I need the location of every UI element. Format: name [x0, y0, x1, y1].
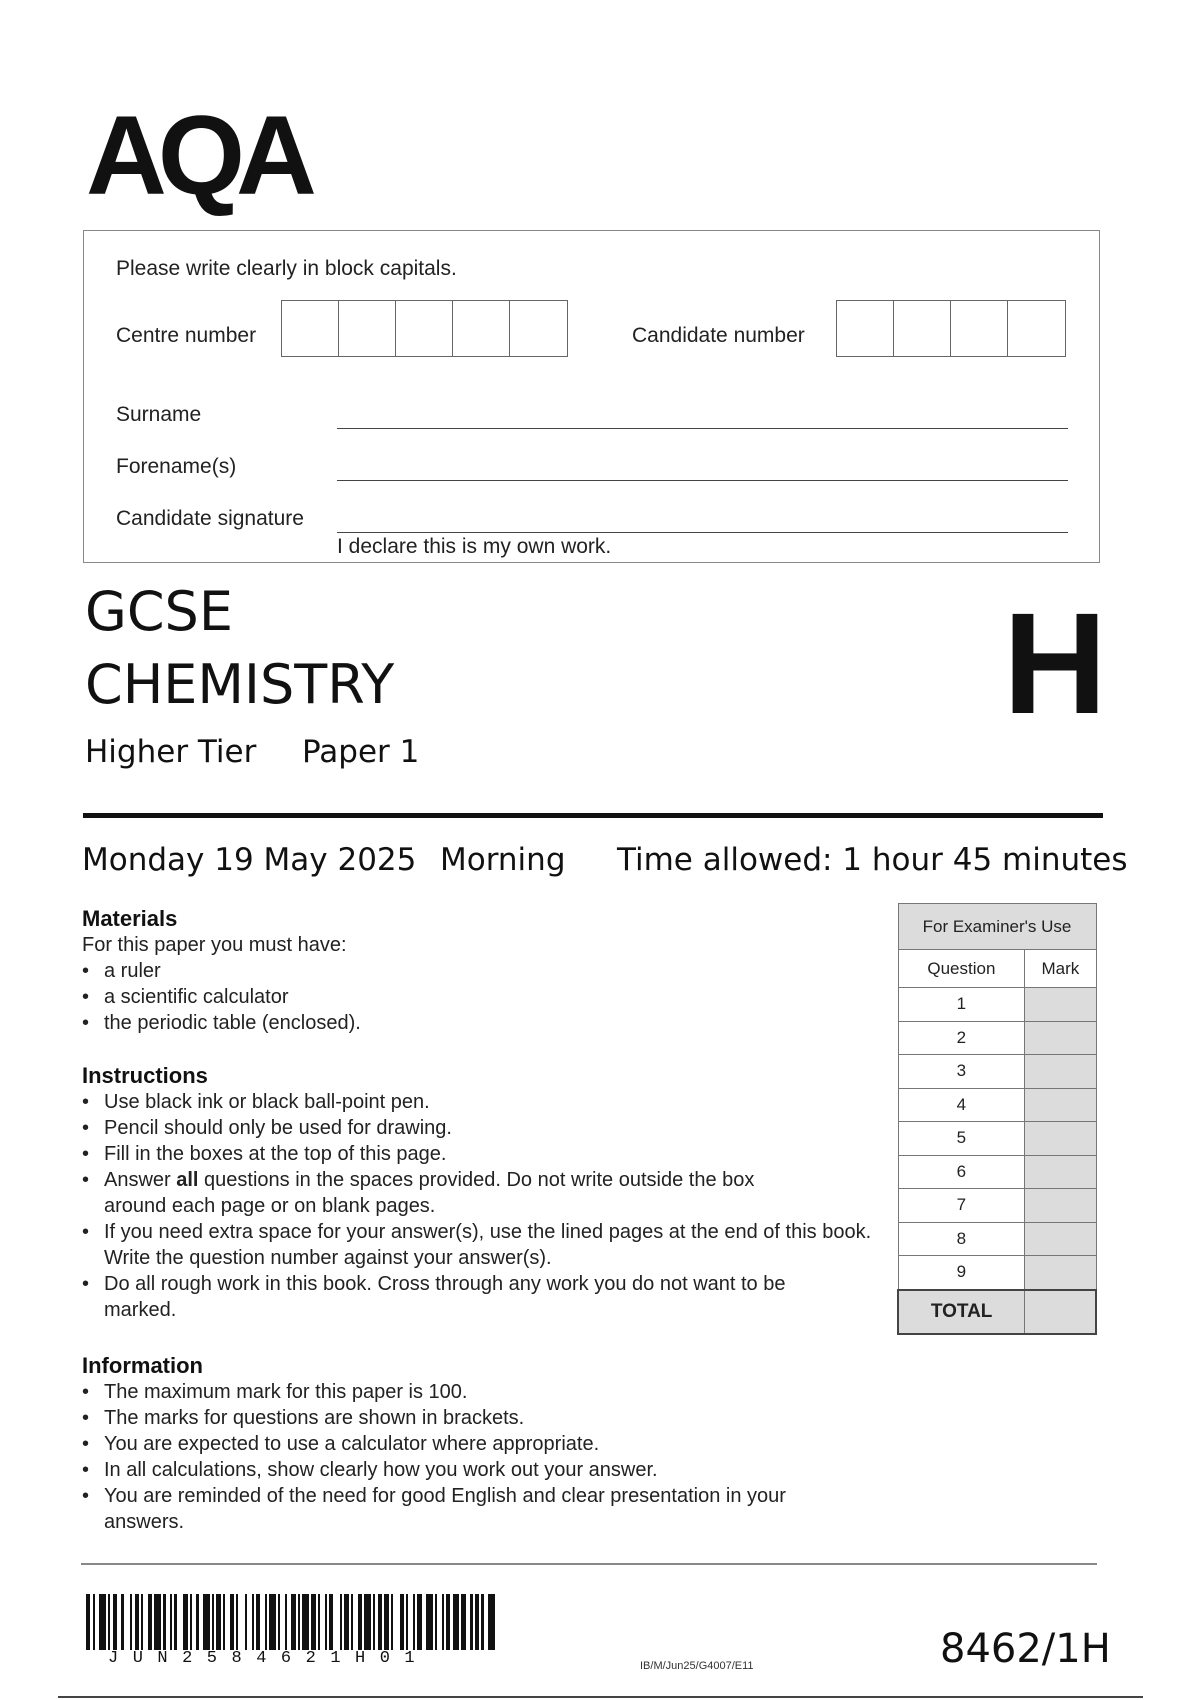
barcode-gap: [495, 1594, 497, 1650]
information-section: [82, 1353, 862, 1535]
surname-label: Surname: [116, 403, 202, 426]
list-item: • You are expected to use a calculator where appropriate.: [82, 1431, 862, 1457]
candidate-digit-box[interactable]: [894, 301, 951, 356]
mark-cell: [1025, 1222, 1096, 1256]
mark-cell: [1025, 1155, 1096, 1189]
barcode-gap: [238, 1594, 245, 1650]
list-item: • If you need extra space for your answer(s), use the lined pages at the end of this book. Write the question number against your answer(s).: [82, 1219, 894, 1271]
forenames-label: Forename(s): [116, 455, 237, 478]
exam-session: Morning: [440, 842, 566, 878]
tier-label: Higher Tier: [85, 734, 257, 770]
signature-label: Candidate signature: [116, 507, 304, 530]
header-divider: [83, 813, 1103, 818]
barcode-bar: [269, 1594, 276, 1650]
barcode-gap: [393, 1594, 400, 1650]
candidate-digit-box[interactable]: [837, 301, 894, 356]
mark-cell: [1025, 1122, 1096, 1156]
mark-cell: [1025, 1088, 1096, 1122]
question-number: 3: [898, 1055, 1025, 1089]
list-item: • The maximum mark for this paper is 100.: [82, 1379, 862, 1405]
centre-number-boxes[interactable]: [281, 300, 568, 357]
exam-date: Monday 19 May 2025: [82, 842, 417, 878]
document-reference: IB/M/Jun25/G4007/E11: [640, 1660, 754, 1672]
page-bottom-rule: [58, 1696, 1143, 1698]
question-column-header: Question: [898, 950, 1025, 988]
list-item: • In all calculations, show clearly how you work out your answer.: [82, 1457, 862, 1483]
centre-number-label: Centre number: [116, 324, 257, 347]
question-number: 4: [898, 1088, 1025, 1122]
list-item: • Fill in the boxes at the top of this page.: [82, 1141, 872, 1167]
signature-field[interactable]: [337, 532, 1068, 533]
paper-code: 8462/1H: [940, 1626, 1111, 1672]
forenames-field[interactable]: [337, 480, 1068, 481]
question-number: 1: [898, 988, 1025, 1022]
table-row: [898, 1055, 1096, 1089]
mark-column-header: Mark: [1025, 950, 1096, 988]
table-row: [898, 988, 1096, 1022]
table-row: [898, 1088, 1096, 1122]
barcode-gap: [177, 1594, 184, 1650]
barcode-bar: [302, 1594, 309, 1650]
barcode: [86, 1594, 498, 1650]
question-number: 9: [898, 1256, 1025, 1290]
total-label: TOTAL: [898, 1290, 1025, 1334]
barcode-bar: [99, 1594, 106, 1650]
barcode-text: JUN2584621H01: [108, 1649, 430, 1668]
candidate-digit-box[interactable]: [1008, 301, 1065, 356]
materials-heading: Materials: [82, 906, 178, 931]
materials-section: [82, 906, 882, 1036]
table-row: [898, 1189, 1096, 1223]
barcode-gap: [124, 1594, 131, 1650]
surname-field[interactable]: [337, 428, 1068, 429]
question-number: 2: [898, 1021, 1025, 1055]
materials-intro: For this paper you must have:: [82, 934, 347, 956]
table-row: [898, 1222, 1096, 1256]
list-item: • You are reminded of the need for good English and clear presentation in your answers.: [82, 1483, 814, 1535]
examiners-use-table: [897, 903, 1097, 1335]
total-row: [898, 1290, 1096, 1334]
centre-digit-box[interactable]: [453, 301, 510, 356]
question-number: 5: [898, 1122, 1025, 1156]
candidate-number-label: Candidate number: [632, 324, 805, 347]
barcode-bar: [154, 1594, 161, 1650]
list-item: • Pencil should only be used for drawing.: [82, 1115, 872, 1141]
declaration-text: I declare this is my own work.: [337, 535, 612, 558]
list-item: • a ruler: [82, 958, 882, 984]
barcode-gap: [333, 1594, 340, 1650]
barcode-bar: [453, 1594, 460, 1650]
mark-cell: [1025, 1055, 1096, 1089]
qualification-title: GCSE: [85, 580, 233, 643]
centre-digit-box[interactable]: [282, 301, 339, 356]
mark-cell: [1025, 1021, 1096, 1055]
instructions-heading: Instructions: [82, 1063, 208, 1088]
barcode-bar: [203, 1594, 210, 1650]
footer-divider: [81, 1563, 1097, 1565]
centre-digit-box[interactable]: [396, 301, 453, 356]
centre-digit-box[interactable]: [510, 301, 567, 356]
mark-cell: [1025, 1189, 1096, 1223]
table-row: [898, 1122, 1096, 1156]
list-item: • the periodic table (enclosed).: [82, 1010, 882, 1036]
paper-label: Paper 1: [302, 734, 420, 770]
barcode-bar: [426, 1594, 433, 1650]
mark-cell: [1025, 1256, 1096, 1290]
candidate-digit-box[interactable]: [951, 301, 1008, 356]
block-capitals-instruction: Please write clearly in block capitals.: [116, 257, 457, 280]
total-mark-cell: [1025, 1290, 1096, 1334]
question-number: 7: [898, 1189, 1025, 1223]
list-item: • The marks for questions are shown in brackets.: [82, 1405, 862, 1431]
information-heading: Information: [82, 1353, 203, 1378]
table-row: [898, 1021, 1096, 1055]
question-number: 8: [898, 1222, 1025, 1256]
table-row: [898, 1155, 1096, 1189]
time-allowed: Time allowed: 1 hour 45 minutes: [617, 842, 1128, 878]
instructions-section: [82, 1063, 872, 1323]
table-row: [898, 1256, 1096, 1290]
list-item: • Use black ink or black ball-point pen.: [82, 1089, 872, 1115]
examiners-use-heading: For Examiner's Use: [898, 904, 1096, 950]
aqa-logo: AQA: [86, 93, 308, 218]
barcode-bar: [364, 1594, 371, 1650]
mark-cell: [1025, 988, 1096, 1022]
list-item: • a scientific calculator: [82, 984, 882, 1010]
candidate-number-boxes[interactable]: [836, 300, 1066, 357]
barcode-bar: [488, 1594, 495, 1650]
list-item: • Do all rough work in this book. Cross through any work you do not want to be marked.: [82, 1271, 834, 1323]
tier-letter: H: [1003, 583, 1107, 744]
list-item: • Answer all questions in the spaces provided. Do not write outside the box around each page or on blank pages.: [82, 1167, 764, 1219]
subject-title: CHEMISTRY: [85, 653, 395, 716]
centre-digit-box[interactable]: [339, 301, 396, 356]
question-number: 6: [898, 1155, 1025, 1189]
